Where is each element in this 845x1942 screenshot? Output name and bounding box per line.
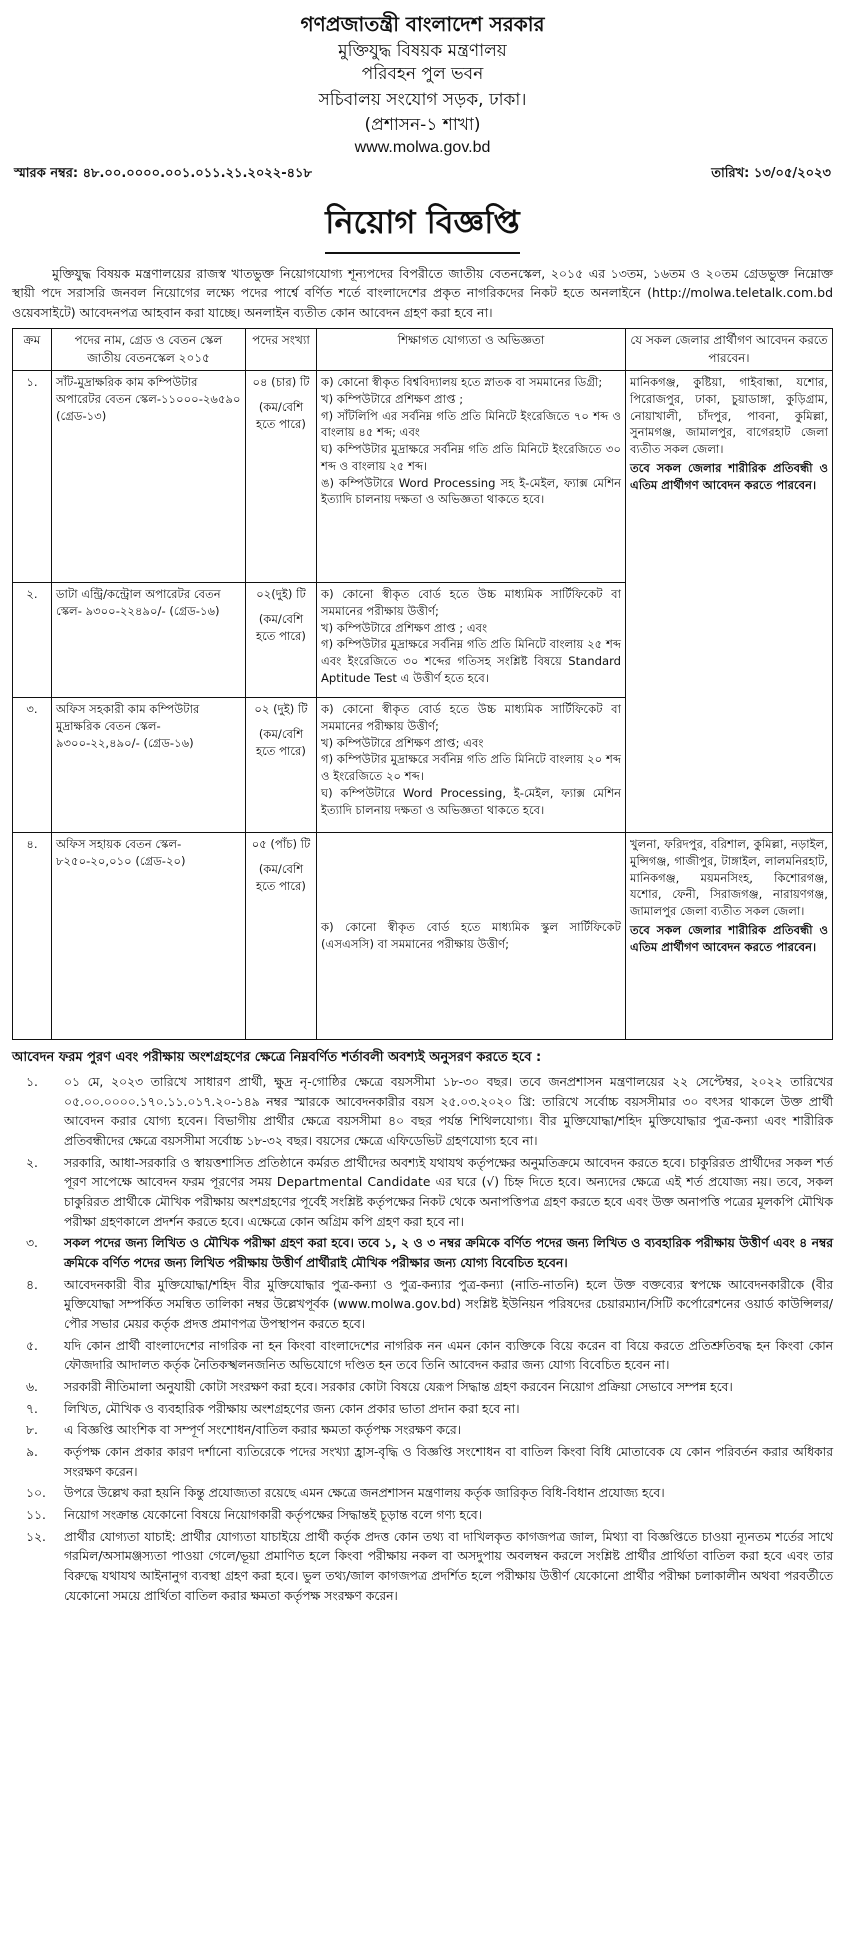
row-count	[246, 832, 317, 1039]
row-name: অফিস সহকারী কাম কম্পিউটার মুদ্রাক্ষরিক বেতন স্কেল- ৯৩০০-২২,৪৯০/- (গ্রেড-১৬)	[52, 697, 246, 832]
condition-text: যদি কোন প্রার্থী বাংলাদেশের নাগরিক না হন কিংবা বাংলাদেশের নাগরিক নন এমন কোন ব্যক্তিকে বিয়ে করেন বা বিয়ে করতে প্রতিশ্রুতিবদ্ধ হন কিংবা কোন ফৌজদারি আদালত কর্তৃক নৈতিকস্খলনজনিত অভিযোগে দণ্ডিত হন তবে তিনি আবেদন করার জন্য যোগ্য বিবেচিত হবেন না।	[64, 1338, 833, 1373]
header-sl: ক্রম	[13, 329, 52, 371]
condition-number: ৬.	[26, 1379, 38, 1394]
row-name: অফিস সহায়ক বেতন স্কেল- ৮২৫০-২০,০১০ (গ্রেড-২০)	[52, 832, 246, 1039]
districts-list: খুলনা, ফরিদপুর, বরিশাল, কুমিল্লা, নড়াইল, মুন্সিগঞ্জ, গাজীপুর, টাঙ্গাইল, লালমনিরহাট, মানিকগঞ্জ, ময়মনসিংহ, কিশোরগঞ্জ, যশোর, ফেনী, সিরাজগঞ্জ, নারায়ণগঞ্জ, জামালপুর জেলা ব্যতীত সকল জেলা।	[630, 836, 828, 919]
list-item	[12, 1276, 833, 1335]
count-note: (কম/বেশি হতে পারে)	[256, 861, 306, 893]
row-edu	[317, 697, 626, 832]
condition-number: ১১.	[26, 1508, 46, 1523]
website: www.molwa.gov.bd	[354, 139, 491, 156]
count-note: (কম/বেশি হতে পারে)	[256, 611, 306, 643]
list-item	[12, 1400, 833, 1420]
table-header-row	[13, 329, 833, 371]
list-item	[12, 1154, 833, 1233]
intro-paragraph: মুক্তিযুদ্ধ বিষয়ক মন্ত্রণালয়ের রাজস্ব খাতভুক্ত নিয়োগযোগ্য শূন্যপদের বিপরীতে জাতীয় বেতনস্কেল, ২০১৫ এর ১৩তম, ১৬তম ও ২০তম গ্রেডভুক্ত নিম্নোক্ত স্থায়ী পদে সরাসরি জনবল নিয়োগের লক্ষ্যে পদের পার্শ্বে বর্ণিত শর্তে বাংলাদেশের প্রকৃত নাগরিকদের নিকট হতে অনলাইনে (http://molwa.teletalk.com.bd ওয়েবসাইটে) আবেদনপত্র আহবান করা যাচ্ছে। অনলাইন ব্যতীত কোন আবেদন গ্রহণ করা হবে না।	[12, 266, 833, 320]
row-name: ডাটা এন্ট্রি/কন্ট্রোল অপারেটর বেতন স্কেল- ৯৩০০-২২৪৯০/- (গ্রেড-১৬)	[52, 582, 246, 697]
header-edu: শিক্ষাগত যোগ্যতা ও অভিজ্ঞতা	[317, 329, 626, 371]
condition-text: লিখিত, মৌখিক ও ব্যবহারিক পরীক্ষায় অংশগ্রহণের জন্য কোন প্রকার ভাতা প্রদান করা হবে না।	[64, 1401, 520, 1416]
list-item	[12, 1484, 833, 1504]
government-name: গণপ্রজাতন্ত্রী বাংলাদেশ সরকার	[300, 12, 545, 36]
memo-date: তারিখ: ১৩/০৫/২০২৩	[711, 166, 831, 181]
list-item	[12, 1073, 833, 1152]
qual-line: ক) কোনো স্বীকৃত বিশ্ববিদ্যালয় হতে স্নাতক বা সমমানের ডিগ্রী;	[321, 374, 603, 389]
count-value: ০৪ (চার) টি	[252, 374, 310, 389]
condition-number: ১.	[26, 1074, 38, 1089]
condition-text: ০১ মে, ২০২৩ তারিখে সাধারণ প্রার্থী, ক্ষুদ্র নৃ-গোষ্ঠির ক্ষেত্রে বয়সসীমা ১৮-৩০ বছর। তবে জনপ্রশাসন মন্ত্রণালয়ের ২২ সেপ্টেম্বর, ২০২২ তারিখের ০৫.০০.০০০০.১৭০.১১.০১৭.২০-১৪৯ নম্বর স্মারকে আবেদনকারীর বয়স ২৫.০৩.২০২০ খ্রি: তারিখে সর্বোচ্চ বয়সসীমার ৩০ বৎসর থাকলে উক্ত প্রার্থী আবেদন করার যোগ্য হবেন। বিভাগীয় প্রার্থীর ক্ষেত্রে বয়সসীমা ৪০ বছর পর্যন্ত শিথিলযোগ্য। বীর মুক্তিযোদ্ধা/শহিদ মুক্তিযোদ্ধার পুত্র-কন্যা এবং শারীরিক প্রতিবন্ধীদের ক্ষেত্রে বয়সসীমা সর্বোচ্চ ১৮-৩২ বছর। বয়সের ক্ষেত্রে এফিডেভিট গ্রহণযোগ্য হবে না।	[64, 1074, 833, 1148]
table-row	[13, 370, 833, 582]
ministry-name: মুক্তিযুদ্ধ বিষয়ক মন্ত্রণালয়	[338, 41, 507, 61]
letterhead	[12, 12, 833, 158]
condition-number: ১০.	[26, 1486, 46, 1501]
condition-text: উপরে উল্লেখ করা হয়নি কিন্তু প্রযোজ্যতা রয়েছে এমন ক্ষেত্রে জনপ্রশাসন মন্ত্রণালয় কর্তৃক জারিকৃত বিধি-বিধান প্রযোজ্য হবে।	[64, 1486, 665, 1501]
list-item	[12, 1528, 833, 1607]
row-count	[246, 697, 317, 832]
row-sl: ৩.	[13, 697, 52, 832]
header-count: পদের সংখ্যা	[246, 329, 317, 371]
condition-number: ৮.	[26, 1423, 38, 1438]
qual-line: ক) কোনো স্বীকৃত বোর্ড হতে উচ্চ মাধ্যমিক সার্টিফিকেট বা সমমানের পরীক্ষায় উত্তীর্ণ;	[321, 586, 621, 618]
condition-number: ৩.	[26, 1236, 38, 1251]
page-title: নিয়োগ বিজ্ঞপ্তি	[325, 197, 519, 254]
qual-line: খ) কম্পিউটারে প্রশিক্ষণ প্রাপ্ত ; এবং	[321, 620, 488, 635]
condition-number: ১২.	[26, 1529, 46, 1544]
header-districts: যে সকল জেলার প্রার্থীগণ আবেদন করতে পারবেন।	[626, 329, 833, 371]
count-note: (কম/বেশি হতে পারে)	[256, 726, 306, 758]
condition-number: ৪.	[26, 1277, 38, 1292]
row-count	[246, 370, 317, 582]
list-item	[12, 1443, 833, 1482]
building-name: পরিবহন পুল ভবন	[361, 64, 484, 85]
row-sl: ২.	[13, 582, 52, 697]
districts-cell-1	[626, 370, 833, 832]
row-edu	[317, 370, 626, 582]
count-value: ০২ (দুই) টি	[254, 701, 308, 716]
count-value: ০২(দুই) টি	[256, 586, 306, 601]
count-note: (কম/বেশি হতে পারে)	[256, 399, 306, 431]
districts-list: মানিকগঞ্জ, কুষ্টিয়া, গাইবান্ধা, যশোর, পিরোজপুর, ঢাকা, চুয়াডাঙ্গা, কুড়িগ্রাম, নোয়াখালী, চাঁদপুর, পাবনা, কুমিল্লা, সুনামগঞ্জ, জামালপুর, বাগেরহাট জেলা ব্যতীত সকল জেলা।	[630, 374, 828, 457]
row-edu	[317, 582, 626, 697]
condition-text: সকল পদের জন্য লিখিত ও মৌখিক পরীক্ষা গ্রহণ করা হবে। তবে ১, ২ ও ৩ নম্বর ক্রমিকে বর্ণিত পদের জন্য লিখিত ও ব্যবহারিক পরীক্ষায় উত্তীর্ণ এবং ৪ নম্বর ক্রমিকে বর্ণিত পদের জন্য লিখিত পরীক্ষায় উত্তীর্ণ প্রার্থীরাই মৌখিক পরীক্ষার জন্য যোগ্য বিবেচিত হবেন।	[64, 1236, 833, 1270]
condition-text: প্রার্থীর যোগ্যতা যাচাই: প্রার্থীর যোগ্যতা যাচাইয়ে প্রার্থী কর্তৃক প্রদত্ত কোন তথ্য বা দাখিলকৃত কাগজপত্র জাল, মিথ্যা বা বিজ্ঞপ্তিতে চাওয়া ন্যূনতম শর্তের সাথে গরমিল/অসামঞ্জস্যতা পাওয়া গেলে/ভূয়া প্রমাণিত হলে কিংবা পরীক্ষায় নকল বা অসদুপায় অবলম্বন করলে সংশ্লিষ্ট প্রার্থীর প্রার্থিতা বাতিল করা হবে এবং তার বিরুদ্ধে যথাযথ আইনানুগ ব্যবস্থা গ্রহণ করা হবে। ভুল তথ্য/জাল কাগজপত্র প্রদর্শিত হলে পরীক্ষায় উত্তীর্ণ যেকোনো প্রার্থীর পরীক্ষা চলাকালীন অথবা পরবর্তীতে যেকোনো সময়ে প্রার্থিতা বাতিল করার ক্ষমতা কর্তৃপক্ষ সংরক্ষণ করেন।	[64, 1529, 833, 1603]
qual-line: গ) কম্পিউটার মুদ্রাক্ষরে সর্বনিম্ন গতি প্রতি মিনিটে বাংলায় ২৫ শব্দ এবং ইংরেজিতে ৩০ শব্দের গতিসহ সংশ্লিষ্ট বিষয়ে Standard Aptitude Test এ উত্তীর্ণ হতে হবে।	[321, 637, 621, 685]
row-count	[246, 582, 317, 697]
header-name: পদের নাম, গ্রেড ও বেতন স্কেল জাতীয় বেতনস্কেল ২০১৫	[52, 329, 246, 371]
list-item	[12, 1337, 833, 1376]
section-name: (প্রশাসন-১ শাখা)	[364, 114, 481, 135]
count-value: ০৫ (পাঁচ) টি	[251, 836, 311, 851]
conditions-heading: আবেদন ফরম পুরণ এবং পরীক্ষায় অংশগ্রহণের ক্ষেত্রে নিম্নবর্ণিত শর্তাবলী অবশ্যই অনুসরণ করতে হবে :	[12, 1049, 542, 1065]
posts-table	[12, 328, 833, 1040]
condition-number: ৯.	[26, 1445, 38, 1459]
condition-number: ২.	[26, 1155, 38, 1170]
list-item	[12, 1421, 833, 1441]
qual-line: ক) কোনো স্বীকৃত বোর্ড হতে মাধ্যমিক স্কুল সার্টিফিকেট (এসএসসি) বা সমমানের পরীক্ষায় উত্তীর্ণ;	[321, 920, 621, 951]
memo-number: স্মারক নম্বর: ৪৮.০০.০০০০.০০১.০১১.২১.২০২২-৪১৮	[14, 166, 312, 181]
row-sl: ৪.	[13, 832, 52, 1039]
condition-text: সরকারি, আধা-সরকারি ও স্বায়ত্তশাসিত প্রতিষ্ঠানে কর্মরত প্রার্থীদের অবশ্যই যথাযথ কর্তৃপক্ষের অনুমতিক্রমে আবেদন করতে হবে। চাকুরিরত প্রার্থীদের সকল শর্ত পূরণ সাপেক্ষে আবেদন ফরম পূরণের সময় Departmental Candidate এর ঘরে (√) চিহ্ন দিতে হবে। অন্যদের ক্ষেত্রে এই শর্ত প্রযোজ্য নয়। তবে, সকল চাকুরিরত প্রার্থীকে মৌখিক পরীক্ষায় অংশগ্রহণের পূর্বেই সংশ্লিষ্ট কর্তৃপক্ষের নিকট থেকে অনাপত্তিপত্র গ্রহণ করতে হবে এবং উক্ত অনাপত্তি পত্রের মূলকপি মৌখিক পরীক্ষা গ্রহণকালে প্রদর্শন করতে হবে। এক্ষেত্রে কোন অগ্রিম কপি গ্রহণ করা হবে না।	[64, 1155, 833, 1229]
qual-line: ক) কোনো স্বীকৃত বোর্ড হতে উচ্চ মাধ্যমিক সার্টিফিকেট বা সমমানের পরীক্ষায় উত্তীর্ণ;	[321, 701, 621, 733]
condition-text: সরকারী নীতিমালা অনুযায়ী কোটা সংরক্ষণ করা হবে। সরকার কোটা বিষয়ে যেরূপ সিদ্ধান্ত গ্রহণ করবেন নিয়োগ প্রক্রিয়া সেভাবে সম্পন্ন হবে।	[64, 1379, 733, 1394]
memo-row	[12, 164, 833, 185]
qual-line: খ) কম্পিউটারে প্রশিক্ষণ প্রাপ্ত; এবং	[321, 735, 484, 750]
row-sl: ১.	[13, 370, 52, 582]
list-item	[12, 1234, 833, 1273]
districts-note: তবে সকল জেলার শারীরিক প্রতিবন্ধী ও এতিম প্রার্থীগণ আবেদন করতে পারবেন।	[630, 460, 828, 492]
qual-line: ঘ) কম্পিউটারে Word Processing, ই-মেইল, ফ্যাক্স মেশিন ইত্যাদি চালনায় দক্ষতা ও অভিজ্ঞতা থাকতে হবে।	[321, 785, 621, 817]
condition-text: আবেদনকারী বীর মুক্তিযোদ্ধা/শহিদ বীর মুক্তিযোদ্ধার পুত্র-কন্যা ও পুত্র-কন্যার পুত্র-কন্যা (নাতি-নাতনি) হলে উক্ত বক্তব্যের স্বপক্ষে আবেদনকারীকে (বীর মুক্তিযোদ্ধা সম্পর্কিত সমন্বিত তালিকা নম্বর উল্লেখপূর্বক (www.molwa.gov.bd) সংশ্লিষ্ট ইউনিয়ন পরিষদের চেয়ারম্যান/সিটি কর্পোরেশনের ওয়ার্ড কাউন্সিলর/পৌর সভার মেয়র কর্তৃক প্রদত্ত প্রমাণপত্র উপস্থাপন করতে হবে।	[64, 1277, 833, 1331]
qual-line: ঙ) কম্পিউটারে Word Processing সহ ই-মেইল, ফ্যাক্স মেশিন ইত্যাদি চালনায় দক্ষতা ও অভিজ্ঞতা থাকতে হবে।	[321, 475, 621, 507]
row-edu	[317, 832, 626, 1039]
condition-number: ৭.	[26, 1401, 38, 1416]
conditions-list	[12, 1073, 833, 1606]
qual-line: গ) কম্পিউটার মুদ্রাক্ষরে সর্বনিম্ন গতি প্রতি মিনিটে বাংলায় ২০ শব্দ ও ইংরেজিতে ২০ শব্দ।	[321, 752, 621, 784]
title-wrap	[12, 197, 833, 254]
list-item	[12, 1378, 833, 1398]
qual-line: খ) কম্পিউটারে প্রশিক্ষণ প্রাপ্ত ;	[321, 391, 464, 406]
districts-note: তবে সকল জেলার শারীরিক প্রতিবন্ধী ও এতিম প্রার্থীগণ আবেদন করতে পারবেন।	[630, 922, 828, 954]
districts-cell-2	[626, 832, 833, 1039]
list-item	[12, 1506, 833, 1526]
condition-number: ৫.	[26, 1338, 38, 1353]
address: সচিবালয় সংযোগ সড়ক, ঢাকা।	[318, 89, 527, 110]
table-row	[13, 832, 833, 1039]
qual-line: ঘ) কম্পিউটার মুদ্রাক্ষরে সর্বনিম্ন গতি প্রতি মিনিটে ইংরেজিতে ৩০ শব্দ ও বাংলায় ২৫ শব্দ।	[321, 442, 621, 473]
row-name: সাঁট-মুদ্রাক্ষরিক কাম কম্পিউটার অপারেটর বেতন স্কেল-১১০০০-২৬৫৯০ (গ্রেড-১৩)	[52, 370, 246, 582]
condition-text: কর্তৃপক্ষ কোন প্রকার কারণ দর্শানো ব্যতিরেকে পদের সংখ্যা হ্রাস-বৃদ্ধি ও বিজ্ঞপ্তি সংশোধন বা বাতিল কিংবা বিধি মোতাবেক যে কোন পরিবর্তন করার অধিকার সংরক্ষণ করেন।	[64, 1445, 833, 1479]
condition-text: এ বিজ্ঞপ্তি আংশিক বা সম্পূর্ণ সংশোধন/বাতিল করার ক্ষমতা কর্তৃপক্ষ সংরক্ষণ করে।	[64, 1423, 462, 1438]
qual-line: গ) সাঁটলিপি এর সর্বনিম্ন গতি প্রতি মিনিটে ইংরেজিতে ৭০ শব্দ ও বাংলায় ৪৫ শব্দ; এবং	[321, 408, 621, 440]
condition-text: নিয়োগ সংক্রান্ত যেকোনো বিষয়ে নিয়োগকারী কর্তৃপক্ষের সিদ্ধান্তই চূড়ান্ত বলে গণ্য হবে।	[64, 1508, 483, 1523]
